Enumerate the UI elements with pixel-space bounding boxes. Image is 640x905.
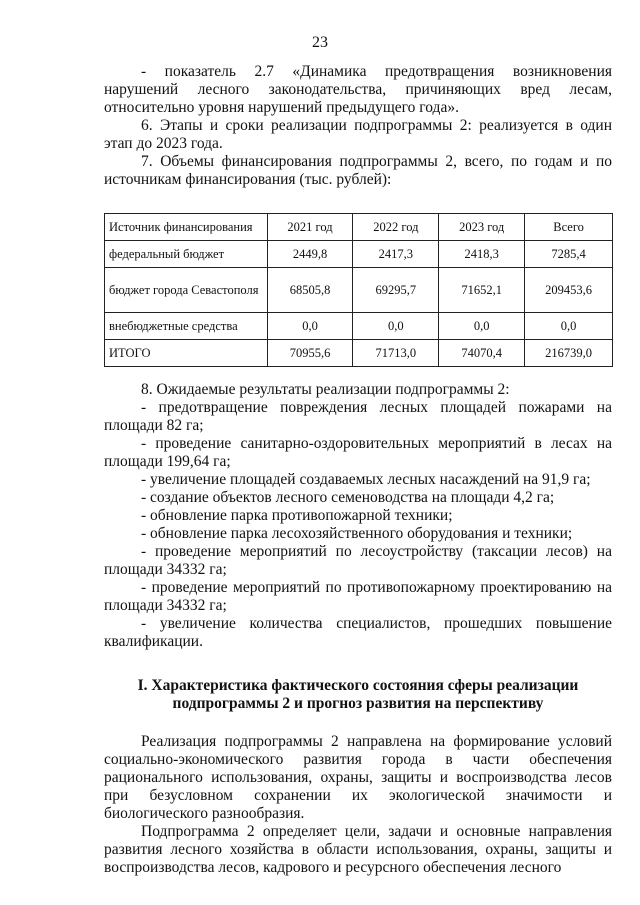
table-cell: 216739,0 bbox=[525, 340, 613, 367]
table-header-row bbox=[105, 214, 613, 241]
list-item: - проведение мероприятий по лесоустройству (таксации лесов) на площади 34332 га; bbox=[104, 543, 612, 578]
header-cell-2021: 2021 год bbox=[267, 214, 353, 241]
section-heading bbox=[104, 677, 612, 713]
table-cell: 71713,0 bbox=[353, 340, 439, 367]
header-cell-source: Источник финансирования bbox=[105, 214, 268, 241]
table-cell: 0,0 bbox=[353, 313, 439, 340]
list-item: - увеличение количества специалистов, прошедших повышение квалификации. bbox=[104, 615, 612, 650]
table-cell: 70955,6 bbox=[267, 340, 353, 367]
header-cell-2022: 2022 год bbox=[353, 214, 439, 241]
table-cell: 68505,8 bbox=[267, 268, 353, 313]
table-cell: 2449,8 bbox=[267, 241, 353, 268]
list-item: - увеличение площадей создаваемых лесных насаждений на 91,9 га; bbox=[141, 471, 591, 488]
section-paragraph: Подпрограмма 2 определяет цели, задачи и основные направления развития лесного хозяйства в области использования, охраны, защиты и воспроизводства лесов, кадрового и ресурсного обеспечения лесного bbox=[104, 823, 612, 876]
table-cell: бюджет города Севастополя bbox=[105, 268, 268, 313]
table-cell: 2417,3 bbox=[353, 241, 439, 268]
list-item: - обновление парка противопожарной техники; bbox=[141, 507, 453, 524]
section-heading-line: I. Характеристика фактического состояния сферы реализации bbox=[137, 677, 579, 694]
table-total-row bbox=[105, 340, 613, 367]
list-item: - обновление парка лесохозяйственного оборудования и техники; bbox=[141, 525, 573, 542]
table-cell: 7285,4 bbox=[525, 241, 613, 268]
table-cell: 74070,4 bbox=[439, 340, 525, 367]
table-row bbox=[105, 241, 613, 268]
table-cell: 71652,1 bbox=[439, 268, 525, 313]
table-row bbox=[105, 268, 613, 313]
table-cell: 2418,3 bbox=[439, 241, 525, 268]
table-cell: 209453,6 bbox=[525, 268, 613, 313]
table-cell: ИТОГО bbox=[105, 340, 268, 367]
financing-table bbox=[104, 213, 613, 367]
table-row bbox=[105, 313, 613, 340]
table-cell: 69295,7 bbox=[353, 268, 439, 313]
table-cell: федеральный бюджет bbox=[105, 241, 268, 268]
list-item: - предотвращение повреждения лесных площадей пожарами на площади 82 га; bbox=[104, 399, 612, 434]
table-cell: 0,0 bbox=[525, 313, 613, 340]
results-title: 8. Ожидаемые результаты реализации подпрограммы 2: bbox=[141, 381, 510, 398]
header-cell-total: Всего bbox=[525, 214, 613, 241]
list-item: - проведение мероприятий по противопожарному проектированию на площади 34332 га; bbox=[104, 579, 612, 614]
table-cell: 0,0 bbox=[439, 313, 525, 340]
table-cell: 0,0 bbox=[267, 313, 353, 340]
document-body bbox=[104, 63, 612, 877]
page-number: 23 bbox=[312, 34, 328, 51]
stages-paragraph: 6. Этапы и сроки реализации подпрограммы 2: реализуется в один этап до 2023 года. bbox=[104, 117, 612, 152]
list-item: - проведение санитарно-оздоровительных мероприятий в лесах на площади 199,64 га; bbox=[104, 435, 612, 470]
header-cell-2023: 2023 год bbox=[439, 214, 525, 241]
indicator-paragraph: - показатель 2.7 «Динамика предотвращения возникновения нарушений лесного законодательства, причиняющих вред лесам, относительно уровня нарушений предыдущего года». bbox=[104, 63, 612, 116]
financing-paragraph: 7. Объемы финансирования подпрограммы 2, всего, по годам и по источникам финансирования (тыс. рублей): bbox=[104, 153, 612, 188]
section-paragraph: Реализация подпрограммы 2 направлена на формирование условий социально-экономического развития города в части обеспечения рационального использования, охраны, защиты и воспроизводства лесов при безусловном сохранении их экологической значимости и биологического разнообразия. bbox=[104, 733, 612, 822]
section-heading-line: подпрограммы 2 и прогноз развития на перспективу bbox=[172, 695, 544, 712]
table-cell: внебюджетные средства bbox=[105, 313, 268, 340]
list-item: - создание объектов лесного семеноводства на площади 4,2 га; bbox=[141, 489, 555, 506]
